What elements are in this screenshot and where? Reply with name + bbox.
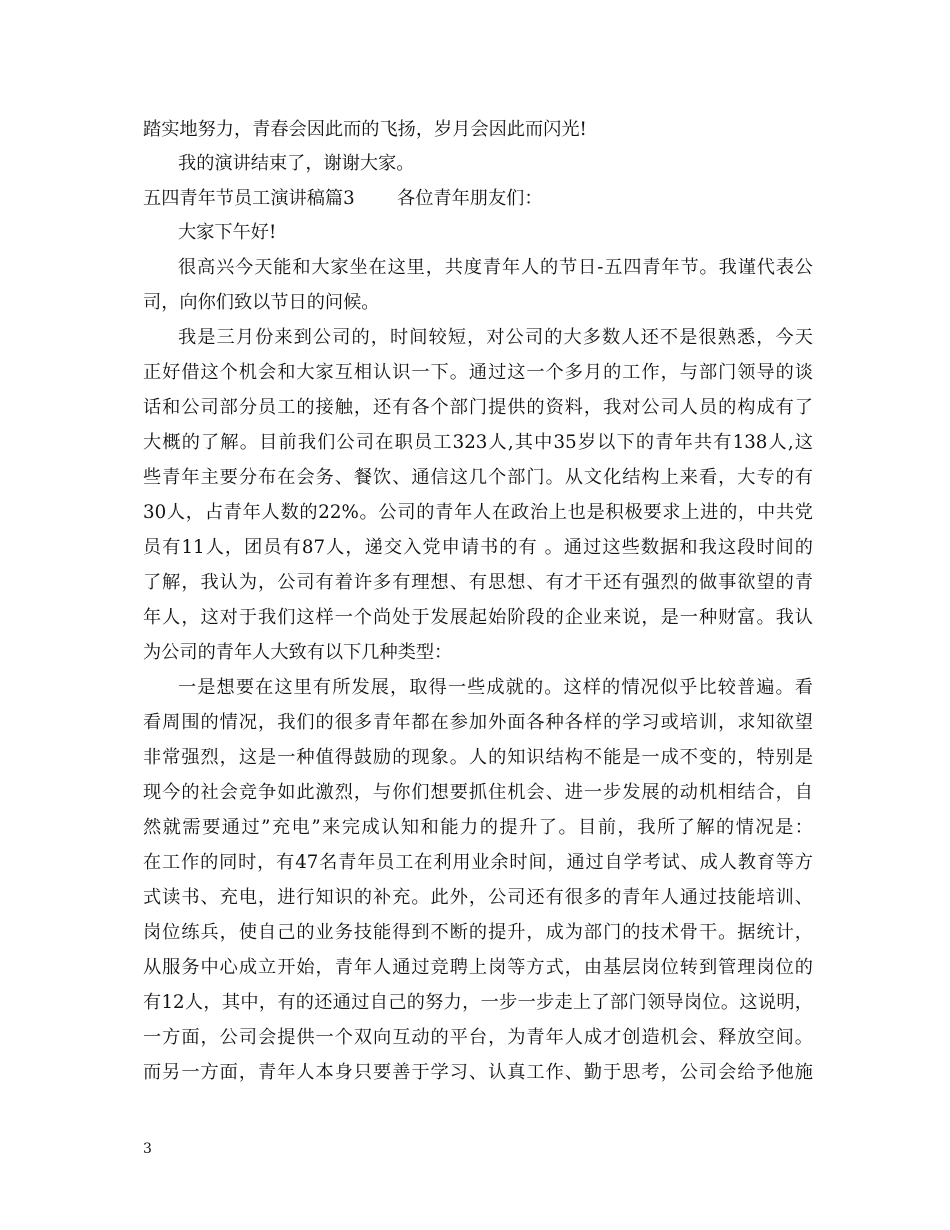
text-line: 一是想要在这里有所发展，取得一些成就的。这样的情况似乎比较普遍。看 [178, 677, 813, 698]
text-line: 大概的了解。目前我们公司在职员工323人,其中35岁以下的青年共有138人,这 [143, 432, 813, 453]
text-line: 看周围的情况，我们的很多青年都在参加外面各种各样的学习或培训，求知欲望 [143, 712, 813, 733]
section-heading: 五四青年节员工演讲稿篇3 [143, 188, 355, 209]
text-line: 员有11人，团员有87人，递交入党申请书的有 。通过这些数据和我这段时间的 [143, 537, 813, 558]
text-line: 正好借这个机会和大家互相认识一下。通过这一个多月的工作，与部门领导的谈 [143, 362, 813, 383]
text-line: 司，向你们致以节日的问候。 [143, 292, 380, 313]
text-line: 岗位练兵，使自己的业务技能得到不断的提升，成为部门的技术骨干。据统计， [143, 922, 813, 943]
page-number: 3 [143, 1141, 152, 1157]
text-line: 些青年主要分布在会务、餐饮、通信这几个部门。从文化结构上来看，大专的有 [143, 467, 813, 488]
text-line: 有12人，其中，有的还通过自己的努力，一步一步走上了部门领导岗位。这说明， [143, 992, 813, 1013]
salutation: 各位青年朋友们： [397, 188, 543, 209]
text-line: 而另一方面，青年人本身只要善于学习、认真工作、勤于思考，公司会给予他施 [143, 1062, 813, 1083]
text-line: 30人，占青年人数的22%。公司的青年人在政治上也是积极要求上进的，中共党 [143, 502, 813, 523]
text-line: 然就需要通过”充电”来完成认知和能力的提升了。目前，我所了解的情况是： [143, 817, 813, 838]
greeting: 大家下午好! [178, 222, 277, 243]
text-line: 非常强烈，这是一种值得鼓励的现象。人的知识结构不能是一成不变的，特别是 [143, 747, 813, 768]
text-line: 式读书、充电，进行知识的补充。此外，公司还有很多的青年人通过技能培训、 [143, 887, 813, 908]
text-line: 我的演讲结束了，谢谢大家。 [178, 153, 415, 174]
text-line: 一方面，公司会提供一个双向互动的平台，为青年人成才创造机会、释放空间。 [143, 1027, 813, 1048]
text-line: 现今的社会竞争如此激烈，与你们想要抓住机会、进一步发展的动机相结合，自 [143, 782, 813, 803]
text-line: 年人，这对于我们这样一个尚处于发展起始阶段的企业来说，是一种财富。我认 [143, 607, 813, 628]
text-line: 很高兴今天能和大家坐在这里，共度青年人的节日-五四青年节。我谨代表公 [178, 257, 813, 278]
text-line: 话和公司部分员工的接触，还有各个部门提供的资料，我对公司人员的构成有了 [143, 397, 813, 418]
text-line: 了解，我认为，公司有着许多有理想、有思想、有才干还有强烈的做事欲望的青 [143, 572, 813, 593]
text-line: 为公司的青年人大致有以下几种类型： [143, 642, 453, 663]
text-line: 我是三月份来到公司的，时间较短，对公司的大多数人还不是很熟悉，今天 [178, 327, 813, 348]
text-line: 从服务中心成立开始，青年人通过竞聘上岗等方式，由基层岗位转到管理岗位的 [143, 957, 813, 978]
text-line: 在工作的同时，有47名青年员工在利用业余时间，通过自学考试、成人教育等方 [143, 852, 813, 873]
text-line: 踏实地努力，青春会因此而的飞扬，岁月会因此而闪光! [143, 119, 587, 140]
